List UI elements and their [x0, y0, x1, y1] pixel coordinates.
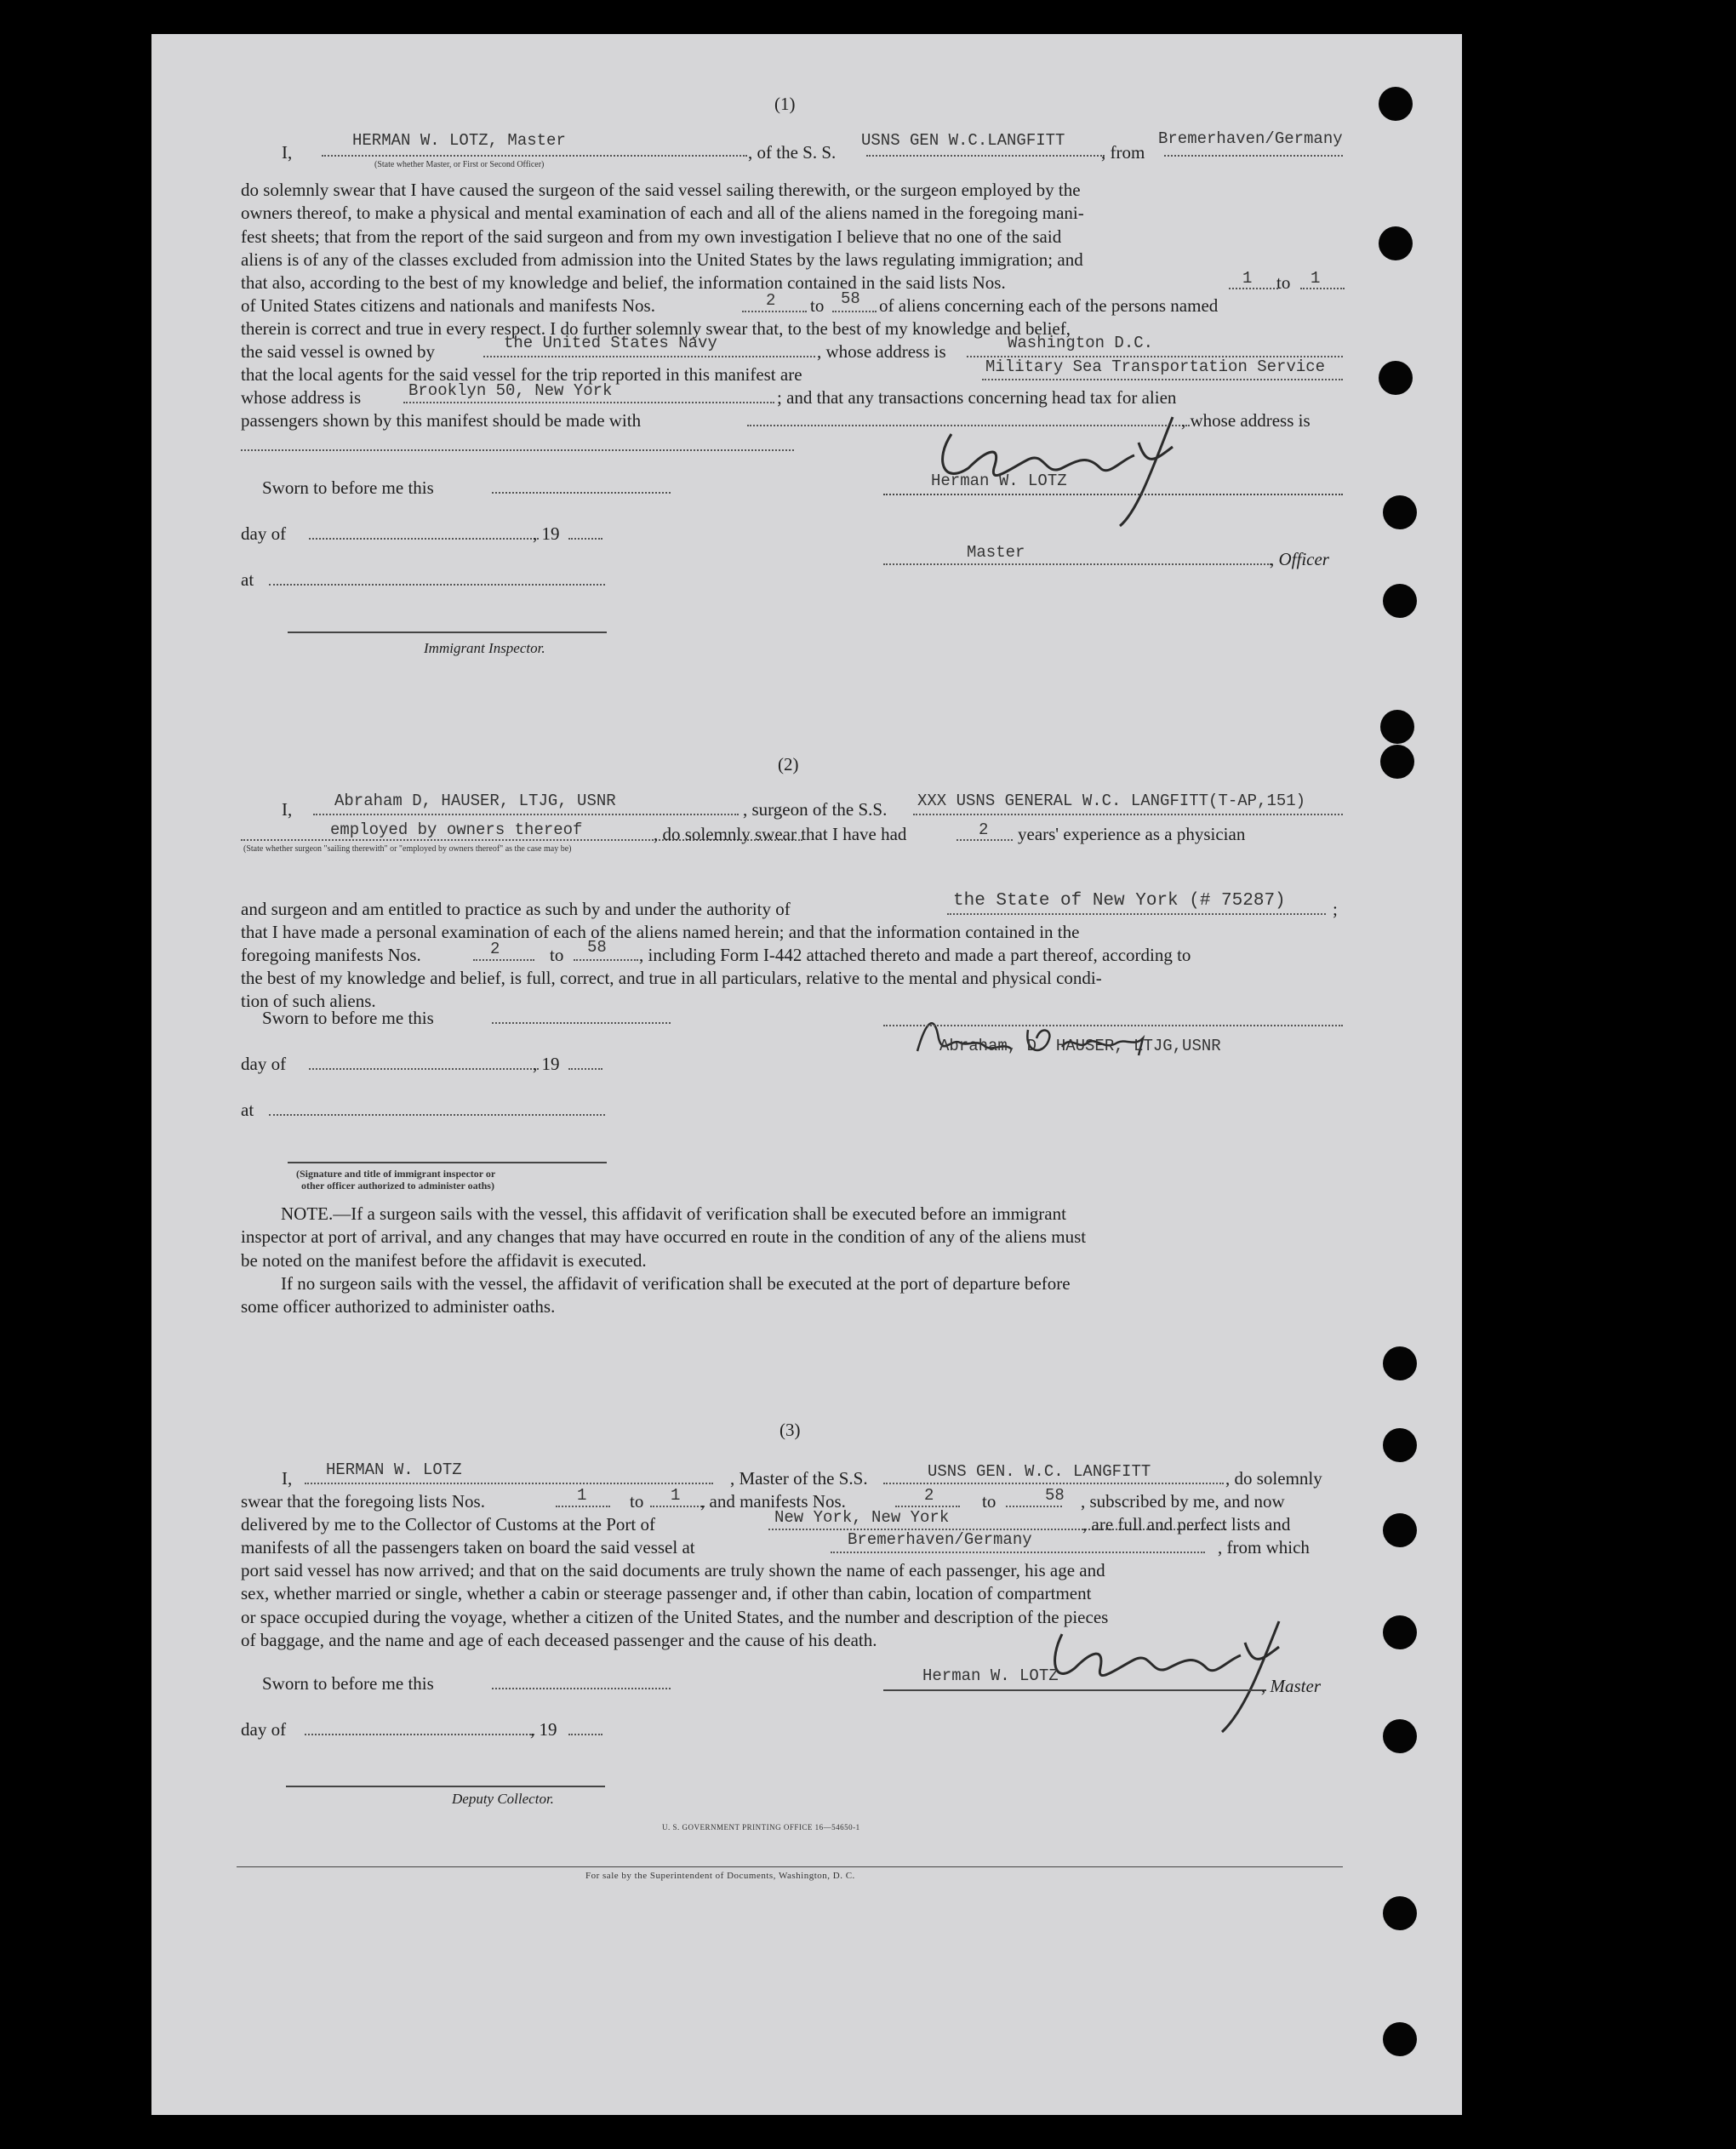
to-word: to — [550, 945, 564, 965]
from-line — [1164, 155, 1343, 157]
master-label: , Master — [1261, 1676, 1321, 1696]
officer-sig-caption: other officer authorized to administer oaths) — [301, 1180, 494, 1192]
sworn-line — [492, 1022, 671, 1024]
agents-address-line — [403, 402, 774, 403]
inspector-label: Immigrant Inspector. — [424, 640, 545, 656]
punch-hole — [1383, 1513, 1417, 1547]
full-perfect-text: , are full and perfect lists and — [1082, 1514, 1291, 1535]
officer-line — [883, 563, 1271, 565]
punch-hole — [1379, 226, 1413, 260]
master-name: HERMAN W. LOTZ, Master — [352, 131, 566, 150]
master-name-line — [305, 1483, 713, 1484]
signature-master-final — [1036, 1617, 1292, 1736]
lists-from-line — [1229, 288, 1278, 289]
surgeon-typed-name: Abraham, D. HAUSER, LTJG,USNR — [939, 1037, 1221, 1055]
text-line: therein is correct and true in every respect. I do further solemnly swear that, to the best of my knowledge and belief, — [241, 318, 1071, 339]
punch-hole — [1383, 1896, 1417, 1930]
years-line — [957, 839, 1013, 841]
text-line: aliens is of any of the classes excluded from admission into the United States by the laws regulating immigration; and — [241, 249, 1083, 270]
owned-by-label: the said vessel is owned by — [241, 341, 436, 362]
punch-hole — [1383, 1615, 1417, 1649]
collector-line — [286, 1786, 605, 1787]
punch-hole — [1379, 87, 1413, 121]
sworn-label: Sworn to before me this — [262, 477, 434, 498]
delivered-label: delivered by me to the Collector of Customs at the Port of — [241, 1514, 655, 1535]
owner: the United States Navy — [504, 334, 717, 352]
head-tax-address-line — [241, 449, 794, 451]
manifests-label: manifests of all the passengers taken on board the said vessel at — [241, 1537, 695, 1557]
lists-from-line — [556, 1506, 610, 1507]
rank-caption: (State whether Master, or First or Second Officer) — [374, 160, 545, 169]
swear-label: swear that the foregoing lists Nos. — [241, 1491, 485, 1512]
surgeon-manifests-from: 2 — [490, 940, 500, 958]
surgeon-manifests-from-line — [473, 959, 534, 961]
vessel-line — [883, 1483, 1224, 1484]
subscribed-text: , subscribed by me, and now — [1081, 1491, 1285, 1512]
vessel-line — [866, 155, 1105, 157]
text-line: that I have made a personal examination of each of the aliens named herein; and that the information contained in the — [241, 922, 1080, 942]
manifests-from: 2 — [766, 291, 776, 310]
text-line: port said vessel has now arrived; and that on the said documents are truly shown the name of each passenger, his age and — [241, 1560, 1105, 1580]
master-typed-name: Herman W. LOTZ — [931, 472, 1067, 490]
foregoing-label: foregoing manifests Nos. — [241, 945, 421, 965]
from-port: Bremerhaven/Germany — [1158, 129, 1343, 148]
officer-sig-caption: (Signature and title of immigrant inspector or — [296, 1168, 496, 1180]
whose-address-label: , whose address is — [817, 341, 946, 362]
section-number: (1) — [774, 94, 796, 114]
years-text: years' experience as a physician — [1018, 824, 1246, 844]
text-line: of baggage, and the name and age of each deceased passenger and the cause of his death. — [241, 1629, 877, 1650]
text-line: sex, whether married or single, whether a cabin or steerage passenger and, if other than cabin, location of compartment — [241, 1583, 1092, 1604]
text-line: some officer authorized to administer oaths. — [241, 1296, 556, 1317]
agents-address-label: whose address is — [241, 387, 362, 408]
whose-address-end: , whose address is — [1181, 410, 1311, 431]
year-label: , 19 — [533, 1054, 560, 1074]
sworn-label: Sworn to before me this — [262, 1673, 434, 1694]
officer-label: , Officer — [1270, 549, 1329, 569]
day-line — [309, 1068, 539, 1070]
year-line — [568, 1068, 602, 1070]
text-line: tion of such aliens. — [241, 991, 376, 1011]
at-line — [269, 584, 605, 586]
authority-line — [947, 913, 1326, 915]
day-of-label: day of — [241, 1054, 287, 1074]
text-line: of United States citizens and nationals and manifests Nos. — [241, 295, 655, 316]
for-sale-text: For sale by the Superintendent of Documents, Washington, D. C. — [585, 1871, 855, 1881]
agents: Military Sea Transportation Service — [985, 357, 1326, 376]
head-tax-text: ; and that any transactions concerning head tax for alien — [777, 387, 1177, 408]
collector-label: Deputy Collector. — [452, 1791, 554, 1807]
manifests-to: 58 — [1045, 1486, 1065, 1505]
signature-line — [883, 1689, 1266, 1691]
text-line: of aliens concerning each of the persons named — [879, 295, 1219, 316]
surgeon-manifests-to: 58 — [587, 938, 607, 957]
section-number: (3) — [779, 1420, 801, 1440]
pronoun: I, — [282, 799, 293, 820]
authority-label: and surgeon and am entitled to practice as such by and under the authority of — [241, 899, 791, 919]
year-label: , 19 — [530, 1719, 557, 1740]
manifests-from-line — [742, 311, 807, 312]
manifests-from-line — [895, 1506, 960, 1507]
surgeon-name-line — [313, 814, 739, 815]
text-line: If no surgeon sails with the vessel, the affidavit of verification shall be executed at the port of departure before — [281, 1272, 1071, 1294]
sworn-label: Sworn to before me this — [262, 1008, 434, 1028]
manifests-to: 58 — [841, 289, 860, 308]
lists-to-line — [650, 1506, 705, 1507]
vessel-name: USNS GEN. W.C. LANGFITT — [928, 1462, 1151, 1481]
agents-line — [982, 379, 1343, 380]
manifests-from: 2 — [924, 1486, 934, 1505]
employment: employed by owners thereof — [330, 820, 583, 839]
punch-hole — [1383, 1719, 1417, 1753]
manifest-page — [151, 34, 1462, 2115]
master-title: Master — [967, 543, 1025, 562]
punch-hole — [1383, 1428, 1417, 1462]
sworn-line — [492, 492, 671, 494]
text-line: or space occupied during the voyage, whether a citizen of the United States, and the number and description of the pieces — [241, 1606, 1109, 1627]
authority: the State of New York (# 75287) — [953, 891, 1286, 911]
owner-line — [483, 356, 815, 357]
gpo-imprint: U. S. GOVERNMENT PRINTING OFFICE 16—54650-1 — [662, 1823, 860, 1832]
from-label: , from — [1101, 142, 1145, 163]
text-line: do solemnly swear that I have caused the surgeon of the said vessel sailing therewith, or the surgeon employed by the — [241, 180, 1081, 200]
origin: Bremerhaven/Germany — [848, 1530, 1032, 1549]
text-line: fest sheets; that from the report of the said surgeon and from my own investigation I believe that no one of the said — [241, 226, 1062, 247]
to-word: to — [982, 1491, 996, 1512]
text-line: owners thereof, to make a physical and mental examination of each and all of the aliens named in the foregoing mani- — [241, 203, 1084, 224]
punch-hole — [1383, 495, 1417, 529]
section-number: (2) — [778, 754, 799, 774]
master-of-the: , Master of the S.S. — [730, 1468, 868, 1489]
origin-line — [831, 1552, 1205, 1553]
year-line — [568, 1734, 602, 1735]
year-label: , 19 — [533, 523, 560, 544]
signature-master — [917, 409, 1207, 528]
oath-body-1 — [241, 179, 1343, 271]
manifests-to-line — [832, 311, 877, 312]
master-typed-name: Herman W. LOTZ — [922, 1666, 1059, 1685]
footer-rule — [237, 1866, 1343, 1867]
agents-address: Brooklyn 50, New York — [408, 381, 613, 400]
master-name-line — [322, 155, 747, 157]
text-line: be noted on the manifest before the affidavit is executed. — [241, 1249, 647, 1271]
punch-hole — [1383, 584, 1417, 618]
surgeon-manifests-to-line — [574, 959, 638, 961]
punch-hole — [1383, 1346, 1417, 1380]
signature-line — [883, 1025, 1343, 1026]
employment-caption: (State whether surgeon "sailing therewith" or "employed by owners thereof" as the case may be) — [243, 844, 572, 854]
punch-hole — [1379, 361, 1413, 395]
at-line — [269, 1114, 605, 1116]
text-line: the best of my knowledge and belief, is full, correct, and true in all particulars, relative to the mental and physical condi- — [241, 968, 1102, 988]
lists-to: 1 — [671, 1486, 681, 1505]
day-line — [309, 538, 539, 540]
employment-text: , do solemnly swear that I have had — [654, 824, 907, 844]
text-line: that also, according to the best of my knowledge and belief, the information contained in the said lists Nos. — [241, 272, 1006, 293]
lists-to-line — [1300, 288, 1345, 289]
punch-hole — [1380, 710, 1414, 744]
lists-from: 1 — [1242, 269, 1253, 288]
officer-sig-line — [288, 1162, 607, 1163]
and-manifests: , and manifests Nos. — [700, 1491, 846, 1512]
day-of-label: day of — [241, 523, 287, 544]
surgeon-of-the: , surgeon of the S.S. — [743, 799, 888, 820]
punch-hole — [1380, 745, 1414, 779]
note-paragraph — [241, 1203, 1343, 1318]
sworn-line — [492, 1688, 671, 1689]
punch-hole — [1383, 2022, 1417, 2056]
years: 2 — [979, 820, 989, 839]
inspector-line — [288, 632, 607, 633]
master-name: HERMAN W. LOTZ — [326, 1460, 462, 1479]
surgeon-name: Abraham D, HAUSER, LTJG, USNR — [334, 792, 616, 810]
solemnly-text: , do solemnly — [1225, 1468, 1322, 1489]
pronoun: I, — [282, 1468, 293, 1489]
signature-line — [883, 494, 1343, 495]
day-line — [305, 1734, 534, 1735]
foregoing-rest: , including Form I-442 attached thereto and made a part thereof, according to — [639, 945, 1191, 965]
to-word: to — [1276, 272, 1291, 293]
semicolon: ; — [1333, 899, 1338, 919]
of-the-ss: , of the S. S. — [748, 142, 837, 163]
at-label: at — [241, 569, 254, 590]
manifests-to-line — [1006, 1506, 1062, 1507]
text-line: inspector at port of arrival, and any changes that may have occurred en route in the condition of any of the aliens must — [241, 1226, 1087, 1248]
to-word: to — [810, 295, 825, 316]
agents-label: that the local agents for the said vessel for the trip reported in this manifest are — [241, 364, 802, 385]
text-line: NOTE.—If a surgeon sails with the vessel, this affidavit of verification shall be executed before an immigrant — [281, 1203, 1066, 1224]
year-line — [568, 538, 602, 540]
at-label: at — [241, 1100, 254, 1120]
to-word: to — [630, 1491, 644, 1512]
port: New York, New York — [774, 1508, 950, 1527]
surgeon-vessel-line — [913, 814, 1343, 815]
day-of-label: day of — [241, 1719, 287, 1740]
lists-from: 1 — [577, 1486, 587, 1505]
pronoun: I, — [282, 142, 293, 163]
owner-address: Washington D.C. — [1008, 334, 1154, 352]
vessel-name: USNS GEN W.C.LANGFITT — [861, 131, 1065, 150]
passengers-label: passengers shown by this manifest should be made with — [241, 410, 642, 431]
lists-to: 1 — [1311, 269, 1321, 288]
surgeon-vessel: XXX USNS GENERAL W.C. LANGFITT(T-AP,151) — [917, 792, 1306, 810]
from-which-text: , from which — [1218, 1537, 1310, 1557]
